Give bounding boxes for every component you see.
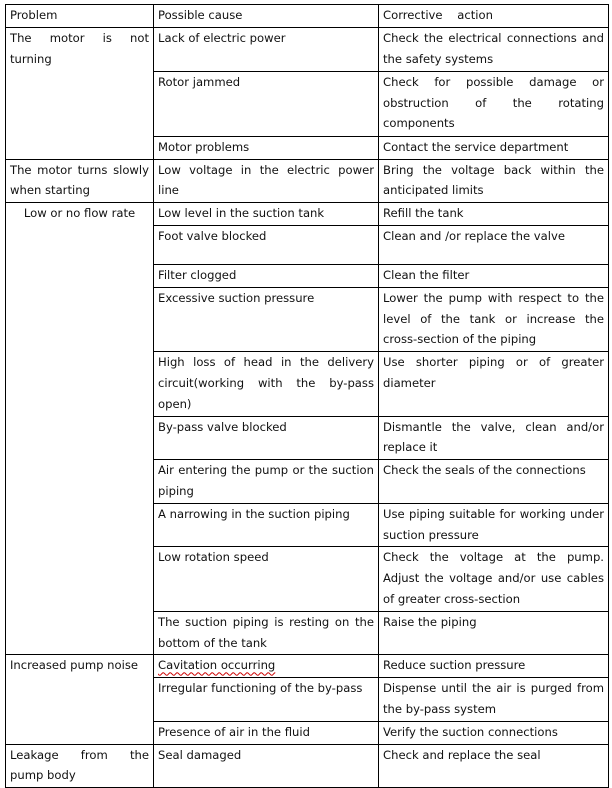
cause-cell: Low level in the suction tank [154,203,379,226]
action-cell: Reduce suction pressure [379,655,609,678]
problem-motor-turns-slowly: The motor turns slowly when starting [6,159,154,203]
action-cell: Verify the suction connections [379,721,609,744]
header-problem: Problem [6,5,154,28]
action-cell: Clean and /or replace the valve [379,225,609,264]
action-cell: Check and replace the seal [379,744,609,788]
cause-cell: Presence of air in the fluid [154,721,379,744]
cause-cell: Rotor jammed [154,71,379,136]
cause-cell: High loss of head in the delivery circuit(working with the by-pass open) [154,352,379,416]
action-cell: Dispense until the air is purged from the by-pass system [379,678,609,722]
table-row [6,655,609,678]
cause-cell: Air entering the pump or the suction piping [154,460,379,504]
action-cell: Clean the filter [379,264,609,287]
table-row [6,27,609,71]
action-cell: Check the seals of the connections [379,460,609,504]
action-cell: Bring the voltage back within the anticipated limits [379,159,609,203]
action-cell: Check the voltage at the pump. Adjust the voltage and/or use cables of greater cross-section [379,547,609,611]
cause-cell: Seal damaged [154,744,379,788]
cause-text: Cavitation occurring [158,658,276,673]
table-row [6,159,609,203]
cause-cell: Irregular functioning of the by-pass [154,678,379,722]
cause-cell: Motor problems [154,136,379,159]
cause-cell: Low voltage in the electric power line [154,159,379,203]
cause-cell: Low rotation speed [154,547,379,611]
cause-cell: Foot valve blocked [154,225,379,264]
cause-cell: A narrowing in the suction piping [154,503,379,547]
problem-leakage: Leakage from the pump body [6,744,154,788]
problem-increased-pump-noise: Increased pump noise [6,655,154,744]
troubleshooting-table [5,4,609,788]
action-cell: Lower the pump with respect to the level of the tank or increase the cross-section of the piping [379,287,609,351]
action-cell: Contact the service department [379,136,609,159]
action-cell: Raise the piping [379,611,609,655]
problem-low-flow-rate: Low or no flow rate [6,203,154,655]
header-possible-cause: Possible cause [154,5,379,28]
action-cell: Use shorter piping or of greater diameter [379,352,609,416]
problem-motor-not-turning: The motor is not turning [6,27,154,159]
table-row [6,203,609,226]
cause-cell [154,655,379,678]
action-cell: Check the electrical connections and the safety systems [379,27,609,71]
action-cell: Dismantle the valve, clean and/or replace it [379,416,609,460]
header-row [6,5,609,28]
table-row [6,744,609,788]
action-cell: Check for possible damage or obstruction of the rotating components [379,71,609,136]
cause-cell: By-pass valve blocked [154,416,379,460]
action-cell: Refill the tank [379,203,609,226]
cause-cell: The suction piping is resting on the bottom of the tank [154,611,379,655]
action-cell: Use piping suitable for working under suction pressure [379,503,609,547]
cause-cell: Lack of electric power [154,27,379,71]
cause-cell: Excessive suction pressure [154,287,379,351]
header-corrective-action: Corrective action [379,5,609,28]
cause-cell: Filter clogged [154,264,379,287]
